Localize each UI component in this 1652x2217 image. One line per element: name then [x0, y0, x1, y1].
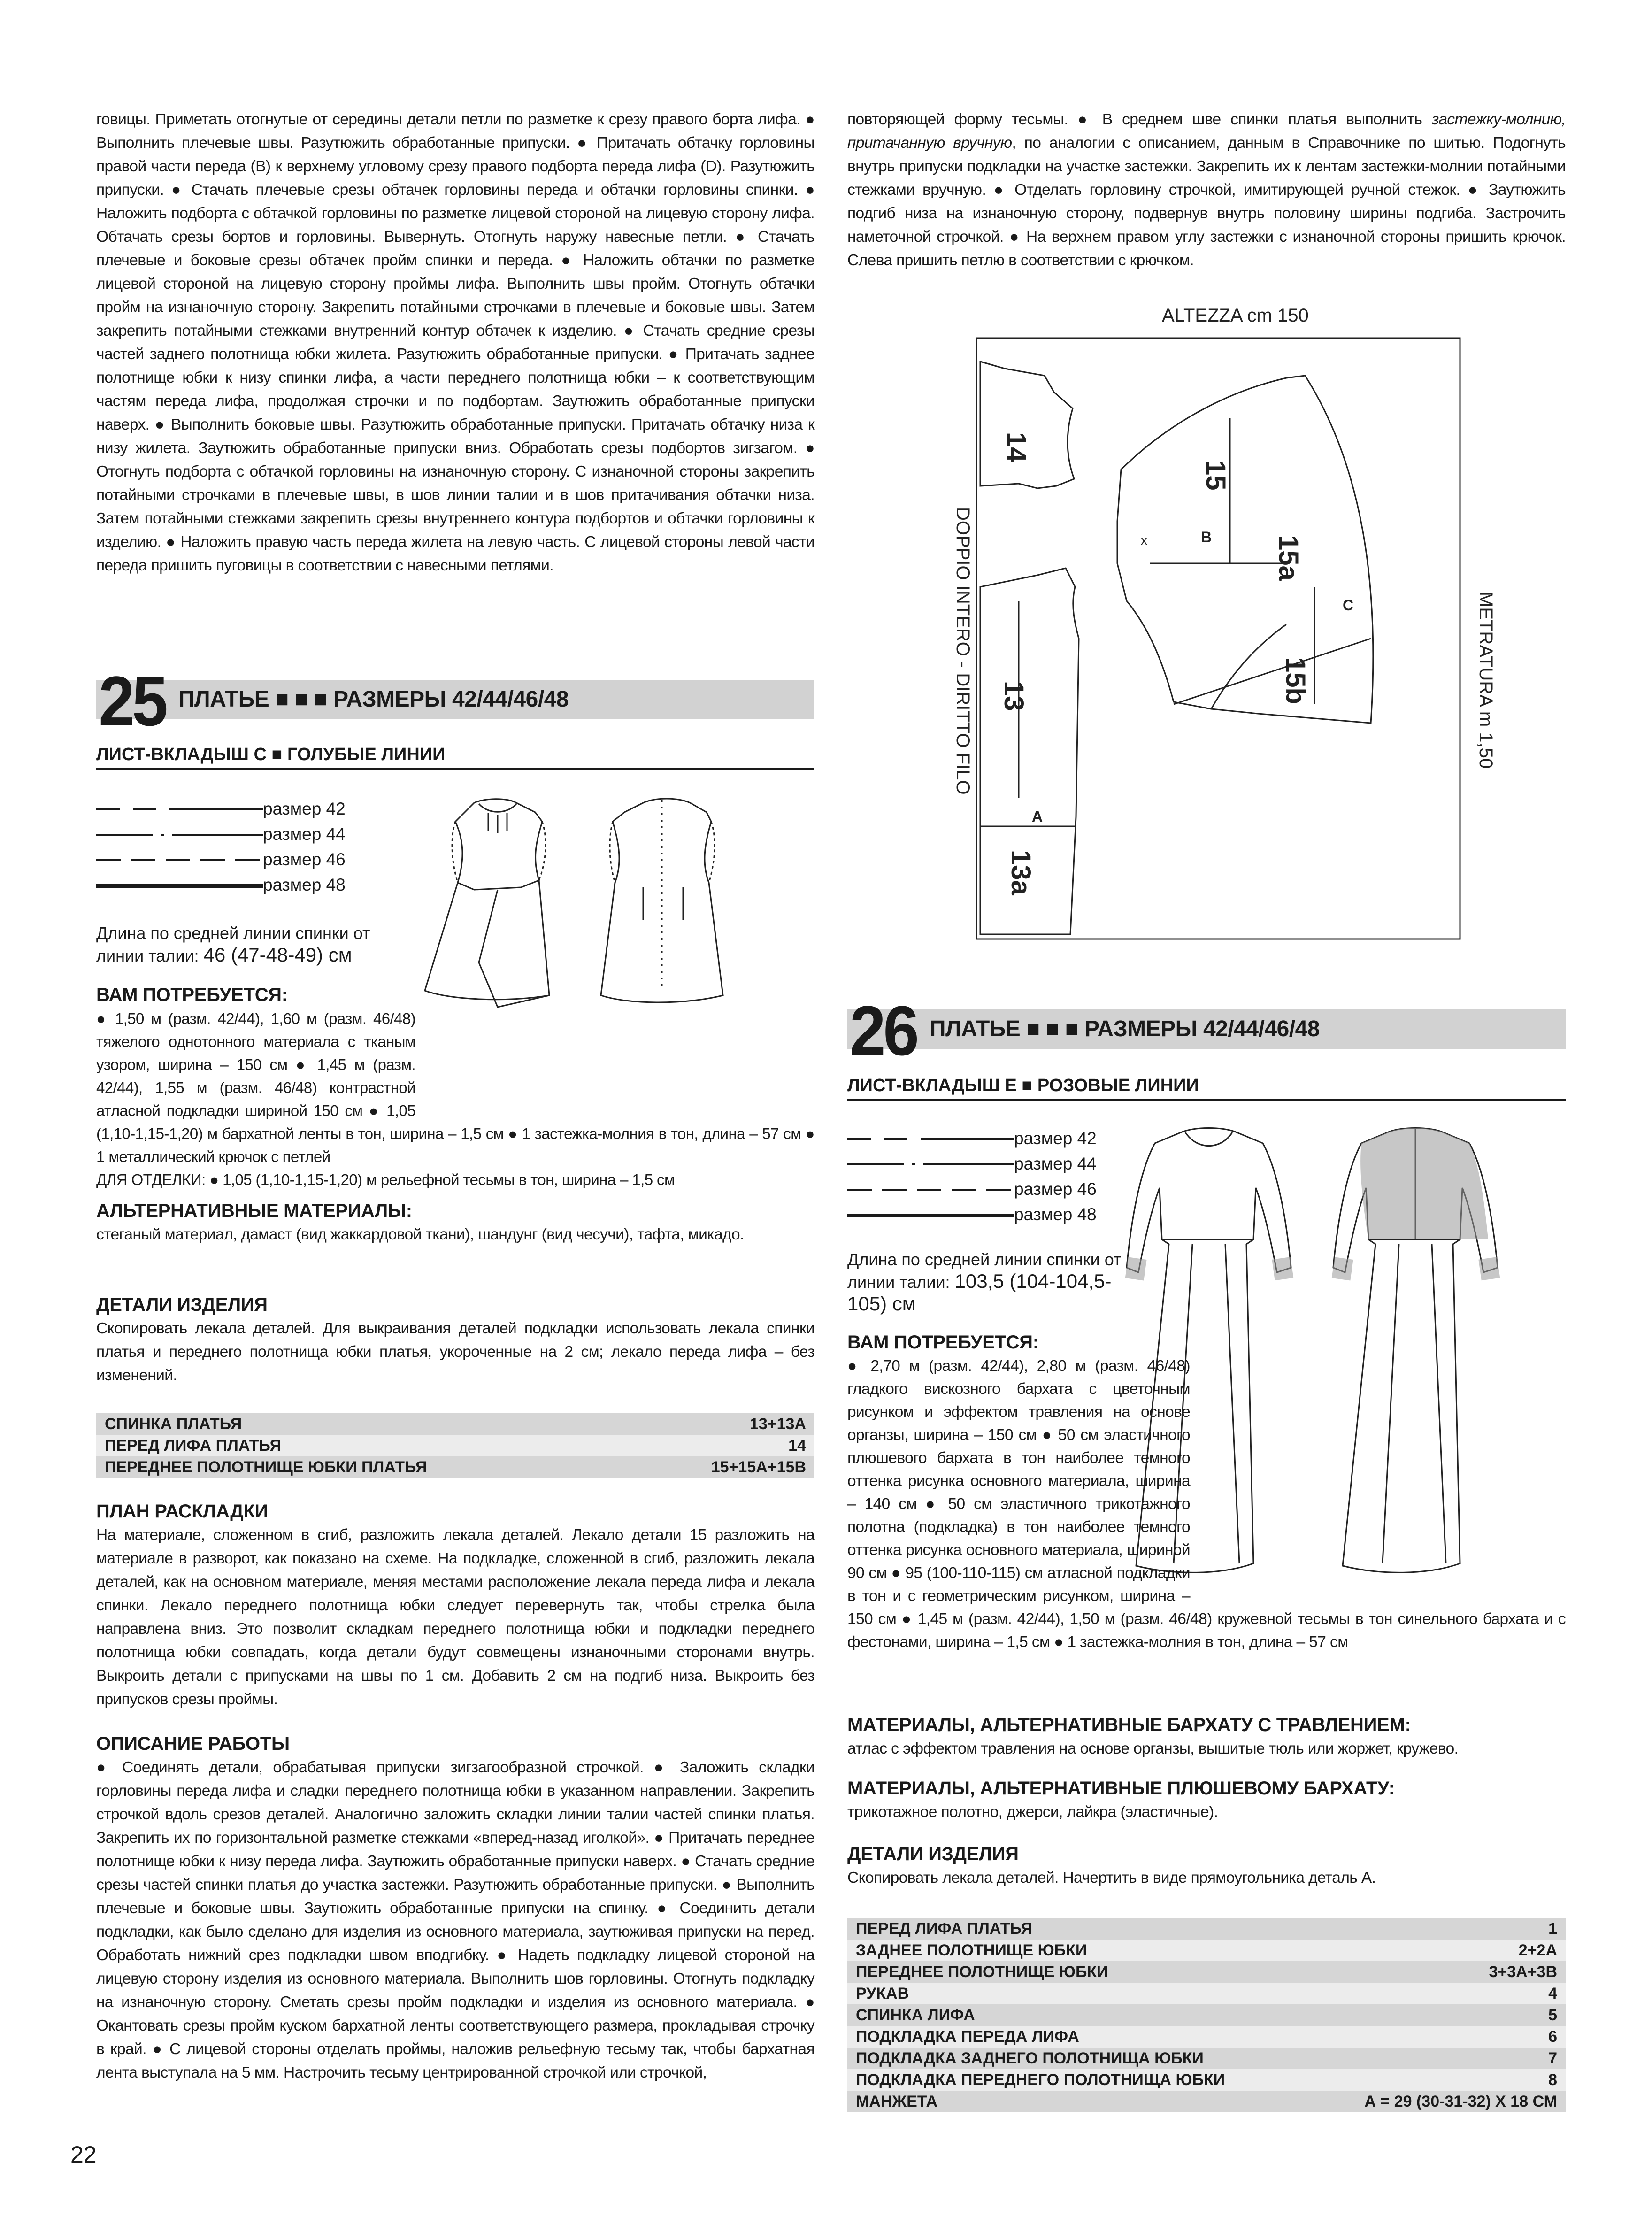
model-26-alt1-text: атлас с эффектом травления на основе органзы, вышитые тюль или жоржет, кружево.	[847, 1740, 1459, 1757]
table-row: ПЕРЕДНЕЕ ПОЛОТНИЩЕ ЮБКИ ПЛАТЬЯ 15+15А+15В	[96, 1456, 814, 1478]
legend-row-46	[847, 1178, 1110, 1203]
piece-15b-label: 15b	[1280, 657, 1311, 704]
model-25-work-text: ● Соединять детали, обрабатывая припуски зигзагообразной строчкой. ● Заложить складки горловины переда лифа и сладки переднего полотнища юбки в указанном направлении. Закрепить строчкой вдоль срезов деталей. Аналогично заложить складки линии талии частей спинки платья. Закрепить их по горизонтальной разметке стежками «вперед-назад иголкой». ● Притачать переднее полотнище юбки к низу переда лифа. Заутюжить обработанные припуски наверх. ● Стачать средние срезы частей спинки платья до участка застежки. Разутюжить обработанные припуски. ● Выполнить плечевые и боковые швы. Заутюжить обработанные припуски на спинку. ● Соединить детали подкладки, как было сделано для изделия из основного материала, заутюживая припуски на перед. Обработать нижний срез подкладки швом вподгибку. ● Надеть подкладку лицевой стороной на лицевую сторону изделия из основного материала. Выполнить шов горловины. Отогнуть подкладку на изнаночную сторону. Сметать срезы пройм подкладки и изделия из основного материала. ● Окантовать срезы пройм куском бархатной ленты соответствующего размера, прокладывая строчку в край. ● С лицевой стороны отделать проймы, наложив рельефную тесьму так, чтобы бархатная лента выступала на 5 мм. Настрочить тесьму центрированной строчкой или строчкой,	[96, 1759, 814, 2081]
model-26-length-label: Длина по средней линии спинки от линии талии:	[847, 1250, 1122, 1292]
table-row: СПИНКА ЛИФА 5	[847, 2004, 1566, 2026]
table-row: ПОДКЛАДКА ПЕРЕДНЕГО ПОЛОТНИЩА ЮБКИ 8	[847, 2069, 1566, 2091]
model-26-size-legend	[847, 1127, 1110, 1228]
legend-label-46: размер 46	[263, 850, 346, 869]
legend-label-44: размер 44	[1014, 1154, 1097, 1173]
fabric-rect	[976, 338, 1460, 939]
model-25-need-text	[96, 1007, 814, 1191]
model-25-sheet-label: ЛИСТ-ВКЛАДЫШ С ■ ГОЛУБЫЕ ЛИНИИ	[96, 744, 814, 770]
table-row: РУКАВ 4	[847, 1983, 1566, 2004]
model-26-alt2-heading: МАТЕРИАЛЫ, АЛЬТЕРНАТИВНЫЕ ПЛЮШЕВОМУ БАРХАТУ:	[847, 1778, 1395, 1799]
cutting-layout-diagram	[930, 300, 1496, 962]
table-row: МАНЖЕТА А = 29 (30-31-32) Х 18 СМ	[847, 2091, 1566, 2112]
model-25-alt-text: стеганый материал, дамаст (вид жаккардовой ткани), шандунг (вид чесучи), тафта, микадо.	[96, 1226, 744, 1243]
model-25-size-legend	[96, 797, 359, 899]
model-26-length	[847, 1249, 1129, 1316]
legend-row-42	[96, 797, 359, 823]
model-25-alt-heading: АЛЬТЕРНАТИВНЫЕ МАТЕРИАЛЫ:	[96, 1201, 412, 1221]
model-25-length	[96, 923, 415, 967]
model-25-length-unit: см	[323, 944, 352, 966]
model-25-length-label: Длина по средней линии спинки от линии талии:	[96, 924, 370, 965]
model-26-details-text: Скопировать лекала деталей. Начертить в виде прямоугольника деталь А.	[847, 1869, 1376, 1886]
legend-label-46: размер 46	[1014, 1179, 1097, 1199]
model-26-length-unit: см	[887, 1293, 916, 1315]
model-25-details-text: Скопировать лекала деталей. Для выкраивания деталей подкладки использовать лекала спинки платья и переднего полотнища юбки платья, укороченные на 2 см; лекало переда лифа – без изменений.	[96, 1320, 814, 1384]
mark-c-label: C	[1343, 597, 1354, 614]
legend-row-44	[847, 1152, 1110, 1178]
piece-13-label: 13	[999, 681, 1029, 711]
legend-label-48: размер 48	[1014, 1205, 1097, 1224]
legend-label-42: размер 42	[1014, 1129, 1097, 1148]
piece-15-label: 15	[1200, 460, 1231, 491]
model-26-parts-table	[847, 1918, 1566, 2112]
mark-a-label: A	[1032, 808, 1043, 825]
intro-paragraph-right: повторяющей форму тесьмы. ● В среднем шве спинки платья выполнить застежку-молнию, притачанную вручную, по аналогии с описанием, данным в Справочнике по шитью. Подогнуть внутрь припуски подкладки на участке застежки. Закрепить их к лентам застежки-молнии потайными стежками вручную. ● Отделать горловину строчкой, имитирующей ручной стежок. ● Заутюжить подгиб низа на изнаночную сторону, подвернув внутрь половину ширины подгиба. Застрочить наметочной строчкой. ● На верхнем правом углу застежки с изнаночной стороны пришить крючок. Слева пришить петлю в соответствии с крючком.	[847, 111, 1566, 269]
legend-row-48	[96, 873, 359, 899]
diagram-right-label: METRATURA m 1,50	[1475, 592, 1496, 769]
legend-label-48: размер 48	[263, 875, 346, 894]
italic-phrase: застежку-молнию, притачанную вручную	[847, 111, 1566, 152]
model-25-length-value: 46 (47-48-49)	[203, 944, 323, 966]
model-25-parts-table	[96, 1413, 814, 1478]
table-row: ЗАДНЕЕ ПОЛОТНИЩЕ ЮБКИ 2+2А	[847, 1940, 1566, 1961]
model-25-need-body: ● 1,50 м (разм. 42/44), 1,60 м (разм. 46/48) тяжелого однотонного материала с тканым узором, ширина – 150 см ● 1,45 м (разм. 42/44), 1,55 м (разм. 46/48) контрастной атласной подкладки шириной 150 см ● 1,05 (1,10-1,15-1,20) м бархатной ленты в тон, ширина – 1,5 см ● 1 застежка-молния в тон, длина – 57 см ● 1 металлический крючок с петлей	[96, 1010, 814, 1165]
model-25-need-trim: ДЛЯ ОТДЕЛКИ: ● 1,05 (1,10-1,15-1,20) м рельефной тесьмы в тон, ширина – 1,5 см	[96, 1171, 675, 1188]
model-26-need-text	[847, 1355, 1566, 1654]
table-row: СПИНКА ПЛАТЬЯ 13+13А	[96, 1413, 814, 1435]
model-26-length-value: 103,5 (104-104,5-105)	[847, 1270, 1112, 1315]
model-26-need-body: ● 2,70 м (разм. 42/44), 2,80 м (разм. 46/48) гладкого вискозного бархата с цветочным рисунком и эффектом травления на основе органзы, ширина – 150 см ● 50 см эластичного плюшевого бархата в тон наиболее темного оттенка рисунка основного материала, ширина – 140 см ● 50 см эластичного трикотажного полотна (подкладка) в тон наиболее темного оттенка рисунка основного материала, шириной 90 см ● 95 (100-110-115) см атласной подкладки в тон и с геометрическим рисунком, ширина – 150 см ● 1,45 м (разм. 42/44), 1,50 м (разм. 46/48) кружевной тесьмы в тон синельного бархата и с фестонами, ширина – 1,5 см ● 1 застежка-молния в тон, длина – 57 см	[847, 1357, 1566, 1651]
model-25-details-heading: ДЕТАЛИ ИЗДЕЛИЯ	[96, 1294, 268, 1315]
table-row: ПЕРЕД ЛИФА ПЛАТЬЯ 14	[96, 1435, 814, 1456]
model-25-layout-heading: ПЛАН РАСКЛАДКИ	[96, 1501, 268, 1522]
legend-row-46	[96, 848, 359, 873]
diagram-left-label: DOPPIO INTERO - DIRITTO FILO	[953, 507, 973, 795]
diagram-top-label: ALTEZZA cm 150	[1162, 305, 1309, 326]
piece-14-outline	[980, 362, 1074, 488]
model-25-need-heading: ВАМ ПОТРЕБУЕТСЯ:	[96, 985, 288, 1005]
table-row: ПЕРЕДНЕЕ ПОЛОТНИЩЕ ЮБКИ 3+3А+3В	[847, 1961, 1566, 1983]
legend-label-42: размер 42	[263, 799, 346, 818]
model-26-alt1-heading: МАТЕРИАЛЫ, АЛЬТЕРНАТИВНЫЕ БАРХАТУ С ТРАВЛЕНИЕМ:	[847, 1715, 1411, 1735]
model-25-work-heading: ОПИСАНИЕ РАБОТЫ	[96, 1733, 290, 1754]
model-25-title: ПЛАТЬЕ ■ ■ ■ РАЗМЕРЫ 42/44/46/48	[178, 687, 569, 712]
table-row: ПОДКЛАДКА ЗАДНЕГО ПОЛОТНИЩА ЮБКИ 7	[847, 2048, 1566, 2069]
legend-row-44	[96, 823, 359, 848]
intro-paragraph-left: говицы. Приметать отогнутые от середины детали петли по разметке к срезу правого борта лифа. ● Выполнить плечевые швы. Разутюжить обработанные припуски. ● Притачать обтачку горловины правой части переда (В) к верхнему угловому срезу правого подборта переда лифа (D). Разутюжить припуски. ● Стачать плечевые срезы обтачек горловины переда и обтачки горловины спинки. ● Наложить подборта с обтачкой горловины по разметке лицевой стороной на лицевую сторону лифа. Обтачать срезы бортов и горловины. Вывернуть. Отогнуть наружу навесные петли. ● Стачать плечевые и боковые срезы обтачек пройм спинки и переда. ● Наложить обтачки по разметке лицевой стороной на лицевую сторону проймы лифа. Выполнить швы пройм. Отогнуть обтачки пройм на изнаночную сторону. Закрепить потайными строчками в плечевые и боковые швы. Затем закрепить потайными стежками внутренний контур обтачек к изделию. ● Стачать средние срезы частей заднего полотнища юбки жилета. Разутюжить обработанные припуски. ● Притачать заднее полотнище юбки к низу спинки лифа, а части переднего полотнища юбки – к соответствующим частям переда лифа, продолжая строчки и по подбортам. Заутюжить обработанные припуски наверх. ● Выполнить боковые швы. Разутюжить обработанные припуски. Притачать обтачку низа к низу жилета. Заутюжить обработанные припуски вниз. Обработать срезы подбортов зигзагом. ● Отогнуть подборта с обтачкой горловины на изнаночную сторону. С изнаночной стороны закрепить потайными строчками в плечевые швы, в шов линии талии и в шов притачивания обтачки низа. Затем потайными стежками закрепить срезы внутреннего контура подбортов и обтачки горловины к изделию. ● Наложить правую часть переда жилета на левую часть. С лицевой стороны левой части переда пришить пуговицы в соответствии с навесными петлями.	[96, 111, 814, 574]
legend-label-44: размер 44	[263, 824, 346, 844]
table-row: ПОДКЛАДКА ПЕРЕДА ЛИФА 6	[847, 2026, 1566, 2048]
model-26-title: ПЛАТЬЕ ■ ■ ■ РАЗМЕРЫ 42/44/46/48	[930, 1016, 1320, 1041]
mark-x-label: x	[1141, 533, 1147, 547]
legend-row-48	[847, 1203, 1110, 1228]
right-column	[847, 108, 1566, 272]
table-row: ПЕРЕД ЛИФА ПЛАТЬЯ 1	[847, 1918, 1566, 1940]
piece-13a-label: 13a	[1006, 850, 1036, 895]
piece-15-outline	[1117, 376, 1373, 723]
legend-row-42	[847, 1127, 1110, 1152]
model-26-sheet-label: ЛИСТ-ВКЛАДЫШ Е ■ РОЗОВЫЕ ЛИНИИ	[847, 1075, 1566, 1101]
model-26-details-heading: ДЕТАЛИ ИЗДЕЛИЯ	[847, 1844, 1019, 1864]
piece-15a-label: 15a	[1273, 535, 1304, 581]
sketch-float-spacer	[415, 1007, 814, 1120]
left-column	[96, 108, 814, 577]
piece-14-label: 14	[1001, 432, 1031, 462]
page-number: 22	[70, 2141, 97, 2168]
mark-b-label: B	[1201, 529, 1212, 546]
model-26-alt2-text: трикотажное полотно, джерси, лайкра (эластичные).	[847, 1803, 1218, 1821]
sketch-float-spacer	[1190, 1355, 1566, 1599]
model-25-layout-text: На материале, сложенном в сгиб, разложить лекала деталей. Лекало детали 15 разложить на материале в разворот, как показано на схеме. На подкладке, сложенной в сгиб, разложить лекала деталей, как на основном материале, меняя местами расположение лекала переда лифа и лекала спинки. Лекало переднего полотнища юбки следует перевернуть так, чтобы стрелка была направлена вниз. Это позволит складкам переднего полотнища юбки и подкладки переднего полотнища юбки совпадать, когда детали будут совмещены изнаночными сторонами внутрь. Выкроить детали с припусками на швы по 1 см. Добавить 2 см на подгиб низа. Выкроить без припусков срезы проймы.	[96, 1526, 814, 1708]
model-25-number: 25	[99, 662, 166, 740]
model-26-number: 26	[850, 991, 917, 1070]
model-26-need-heading: ВАМ ПОТРЕБУЕТСЯ:	[847, 1332, 1039, 1353]
